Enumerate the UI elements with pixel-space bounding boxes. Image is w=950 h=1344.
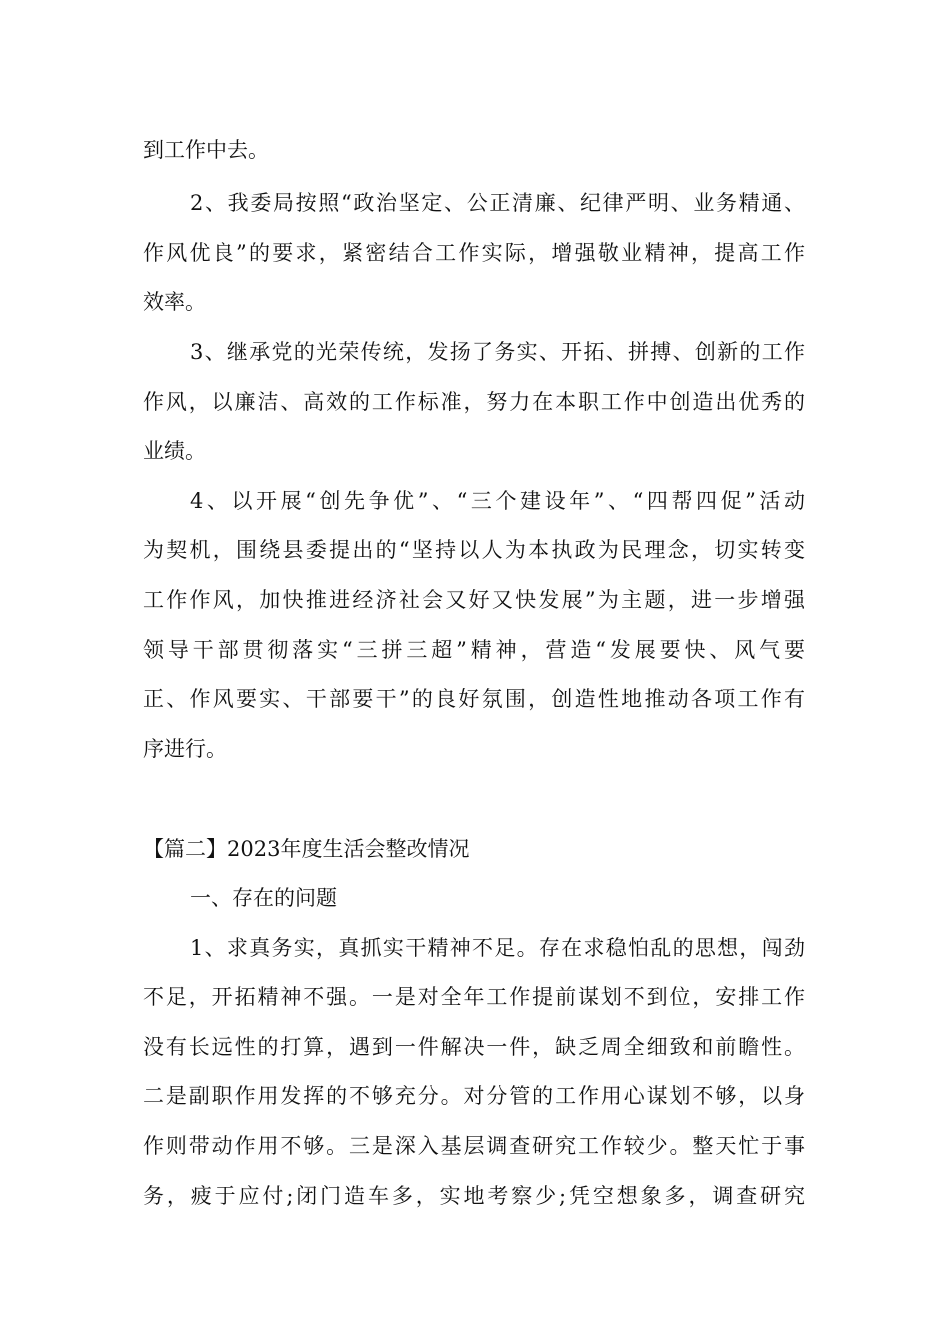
paragraph-2-line-1: 2、我委局按照“政治坚定、公正清廉、纪律严明、业务精通、 — [190, 191, 805, 215]
paragraph-4-line-2: 为契机，围绕县委提出的“坚持以人为本执政为民理念，切实转变 — [143, 538, 805, 562]
paragraph-4-line-1: 4、以开展“创先争优”、“三个建设年”、“四帮四促”活动 — [190, 489, 805, 513]
paragraph-3-line-1: 3、继承党的光荣传统，发扬了务实、开拓、拼搏、创新的工作 — [190, 340, 805, 364]
paragraph-4-line-4: 领导干部贯彻落实“三拼三超”精神，营造“发展要快、风气要 — [143, 638, 805, 662]
paragraph-3-line-3: 业绩。 — [143, 439, 206, 463]
paragraph-4-line-5: 正、作风要实、干部要干”的良好氛围，创造性地推动各项工作有 — [143, 687, 805, 711]
paragraph-5-line-3: 没有长远性的打算，遇到一件解决一件，缺乏周全细致和前瞻性。 — [143, 1035, 805, 1059]
paragraph-5-line-2: 不足，开拓精神不强。一是对全年工作提前谋划不到位，安排工作 — [143, 985, 805, 1009]
paragraph-4-line-6: 序进行。 — [143, 737, 227, 761]
paragraph-4-line-3: 工作作风，加快推进经济社会又好又快发展”为主题，进一步增强 — [143, 588, 805, 612]
paragraph-2-line-3: 效率。 — [143, 290, 206, 314]
paragraph-1-line-1: 到工作中去。 — [143, 138, 269, 162]
paragraph-5-line-1: 1、求真务实，真抓实干精神不足。存在求稳怕乱的思想，闯劲 — [190, 936, 805, 960]
paragraph-5-line-6: 务，疲于应付;闭门造车多，实地考察少;凭空想象多，调查研究 — [143, 1184, 805, 1208]
subsection-heading: 一、存在的问题 — [190, 886, 337, 910]
paragraph-2-line-2: 作风优良”的要求，紧密结合工作实际，增强敬业精神，提高工作 — [143, 241, 805, 265]
paragraph-5-line-5: 作则带动作用不够。三是深入基层调查研究工作较少。整天忙于事 — [143, 1134, 805, 1158]
paragraph-3-line-2: 作风，以廉洁、高效的工作标准，努力在本职工作中创造出优秀的 — [143, 390, 805, 414]
paragraph-5-line-4: 二是副职作用发挥的不够充分。对分管的工作用心谋划不够，以身 — [143, 1084, 805, 1108]
section-heading: 【篇二】2023年度生活会整改情况 — [143, 837, 470, 861]
